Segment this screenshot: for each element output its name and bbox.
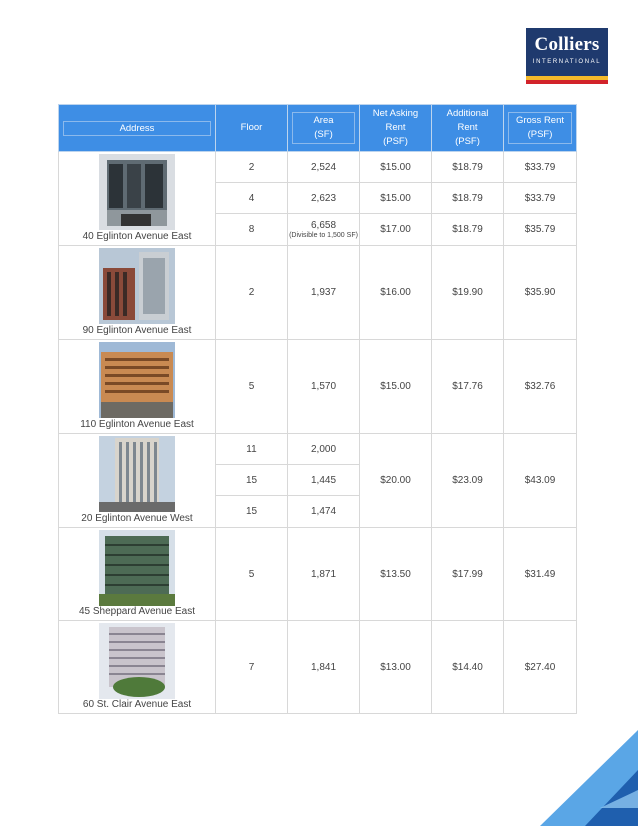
- header-gross-rent: Gross Rent (PSF): [504, 105, 577, 152]
- gross-rent-cell: $35.90: [504, 246, 577, 340]
- floor-cell: 11: [216, 434, 288, 465]
- net-rent-cell: $15.00: [360, 340, 432, 434]
- header-additional-rent: Additional Rent (PSF): [432, 105, 504, 152]
- net-rent-cell: $15.00: [360, 152, 432, 183]
- area-value: 6,658: [310, 219, 337, 231]
- net-rent-cell: $13.00: [360, 621, 432, 714]
- header-address: Address: [59, 105, 216, 152]
- address-text: 40 Eglinton Avenue East: [82, 231, 192, 242]
- header-floor: Floor: [216, 105, 288, 152]
- area-cell: 1,445: [288, 465, 360, 496]
- floor-cell: 2: [216, 246, 288, 340]
- area-cell: 2,000: [288, 434, 360, 465]
- floor-cell: 8: [216, 214, 288, 246]
- area-cell: 2,623: [288, 183, 360, 214]
- additional-rent-cell: $17.76: [432, 340, 504, 434]
- net-rent-cell: $17.00: [360, 214, 432, 246]
- floor-cell: 4: [216, 183, 288, 214]
- additional-rent-cell: $14.40: [432, 621, 504, 714]
- additional-rent-cell: $23.09: [432, 434, 504, 528]
- logo-subtitle: INTERNATIONAL: [532, 59, 602, 65]
- address-text: 20 Eglinton Avenue West: [81, 513, 193, 524]
- additional-rent-cell: $18.79: [432, 214, 504, 246]
- net-rent-cell: $15.00: [360, 183, 432, 214]
- floor-cell: 15: [216, 465, 288, 496]
- area-cell: 1,937: [288, 246, 360, 340]
- area-note: (Divisible to 1,500 SF): [289, 231, 358, 239]
- logo-name: Colliers: [534, 34, 600, 55]
- header-area: Area (SF): [288, 105, 360, 152]
- additional-rent-cell: $18.79: [432, 183, 504, 214]
- floor-cell: 5: [216, 528, 288, 621]
- gross-rent-cell: $32.76: [504, 340, 577, 434]
- additional-rent-cell: $18.79: [432, 152, 504, 183]
- floor-cell: 15: [216, 496, 288, 528]
- additional-rent-cell: $17.99: [432, 528, 504, 621]
- address-text: 90 Eglinton Avenue East: [82, 325, 192, 336]
- address-text: 45 Sheppard Avenue East: [78, 606, 196, 617]
- net-rent-cell: $13.50: [360, 528, 432, 621]
- net-rent-cell: $16.00: [360, 246, 432, 340]
- floor-cell: 7: [216, 621, 288, 714]
- area-cell: 1,570: [288, 340, 360, 434]
- gross-rent-cell: $33.79: [504, 183, 577, 214]
- address-text: 60 St. Clair Avenue East: [82, 699, 192, 710]
- gross-rent-cell: $27.40: [504, 621, 577, 714]
- gross-rent-cell: $33.79: [504, 152, 577, 183]
- area-cell: 1,841: [288, 621, 360, 714]
- header-net-asking-rent: Net Asking Rent (PSF): [360, 105, 432, 152]
- floor-cell: 2: [216, 152, 288, 183]
- floor-cell: 5: [216, 340, 288, 434]
- gross-rent-cell: $35.79: [504, 214, 577, 246]
- net-rent-cell: $20.00: [360, 434, 432, 528]
- area-cell: 1,871: [288, 528, 360, 621]
- gross-rent-cell: $31.49: [504, 528, 577, 621]
- area-cell: 2,524: [288, 152, 360, 183]
- additional-rent-cell: $19.90: [432, 246, 504, 340]
- area-cell: 1,474: [288, 496, 360, 528]
- address-text: 110 Eglinton Avenue East: [80, 419, 194, 430]
- gross-rent-cell: $43.09: [504, 434, 577, 528]
